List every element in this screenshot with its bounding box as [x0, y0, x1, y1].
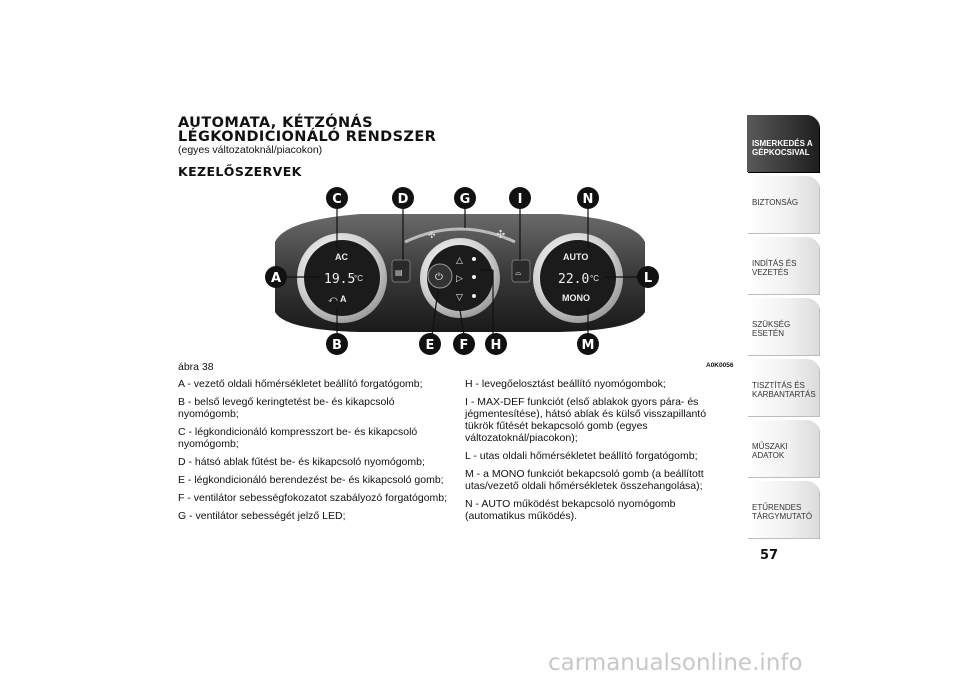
tab-targymutato[interactable] — [747, 481, 819, 538]
recirculation-icon: ⤺ — [328, 294, 338, 304]
tab-szukseg[interactable] — [747, 298, 819, 355]
right-temperature-knob[interactable] — [533, 233, 623, 323]
legend-item-m: M - a MONO funkciót bekapcsoló gomb (a beállított utas/vezető oldali hőmérsékletek összehangolása); — [465, 468, 704, 492]
legend-left — [178, 378, 450, 528]
tab-ismerkedes[interactable] — [747, 115, 819, 172]
legend-item-l: L - utas oldali hőmérsékletet beállító forgatógomb; — [465, 450, 698, 462]
tab-label: SZÜKSÉG ESETÉN — [752, 320, 791, 338]
tab-label: TISZTÍTÁS ÉS KARBANTARTÁS — [752, 381, 816, 399]
label-d: D — [397, 192, 409, 207]
mono-label: MONO — [562, 293, 590, 303]
fan-speed-knob[interactable] — [420, 238, 500, 318]
air-down-icon: ▽ — [456, 292, 463, 302]
left-temperature-knob[interactable] — [297, 233, 387, 323]
label-l: L — [643, 271, 653, 286]
legend-right — [465, 378, 737, 528]
tab-inditas[interactable] — [747, 237, 819, 294]
legend-item-i: I - MAX-DEF funkciót (első ablakok gyors pára- és jégmentesítése), hátsó ablak és külső visszapillantó tükrök fűtését bekapcsoló gomb (egyes változatoknál/piacokon); — [465, 396, 707, 444]
legend-item-d: D - hátsó ablak fűtést be- és kikapcsoló nyomógomb; — [178, 456, 425, 468]
legend-item-f: F - ventilátor sebességfokozatot szabályozó forgatógomb; — [178, 492, 448, 504]
legend-item-h: H - levegőelosztást beállító nyomógombok; — [465, 378, 666, 390]
title-line-2: LÉGKONDICIONÁLÓ RENDSZER — [178, 129, 437, 145]
label-m: M — [581, 338, 595, 353]
power-icon: ⏻ — [435, 272, 443, 283]
label-g: G — [459, 192, 471, 207]
tab-label: ETŰRENDES TÁRGYMUTATÓ — [752, 503, 813, 521]
page-number: 57 — [760, 548, 779, 563]
legend-item-n: N - AUTO működést bekapcsoló nyomógomb (automatikus működés). — [465, 498, 676, 522]
auto-label: AUTO — [563, 252, 589, 262]
air-face-icon: ▷ — [456, 273, 463, 283]
legend-item-b: B - belső levegő keringtetést be- és kikapcsoló nyomógomb; — [178, 396, 395, 420]
air-up-icon: △ — [456, 255, 463, 265]
label-n: N — [582, 192, 594, 207]
tab-tisztitas[interactable] — [747, 359, 819, 416]
climate-control-figure — [250, 180, 670, 362]
tab-label: BIZTONSÁG — [752, 198, 799, 207]
watermark: carmanualsonline.info — [548, 650, 803, 676]
label-c: C — [332, 192, 342, 207]
tab-label: INDÍTÁS ÉS VEZETÉS — [752, 259, 797, 277]
figure-code: A0K0056 — [706, 362, 734, 369]
ac-label: AC — [335, 252, 348, 262]
label-b: B — [332, 338, 342, 353]
chapter-tabs — [747, 115, 819, 542]
tab-biztonsag[interactable] — [747, 176, 819, 233]
left-temperature-display: 19.5 — [324, 272, 356, 287]
tab-muszaki[interactable] — [747, 420, 819, 477]
tab-label: MŰSZAKI ADATOK — [752, 442, 788, 460]
right-temperature-unit: °C — [590, 274, 599, 283]
label-f: F — [459, 338, 469, 353]
left-temperature-unit: °C — [354, 274, 363, 283]
rear-window-heater-icon: ▤ — [395, 268, 403, 277]
heading — [178, 116, 478, 156]
label-a: A — [270, 271, 282, 286]
fan-small-icon: ✣ — [428, 231, 436, 241]
legend-item-a: A - vezető oldali hőmérsékletet beállító forgatógomb; — [178, 378, 423, 390]
legend-item-c: C - légkondicionáló kompresszort be- és kikapcsoló nyomógomb; — [178, 426, 418, 450]
max-def-icon: ⌓ — [515, 268, 522, 277]
legend-item-e: E - légkondicionáló berendezést be- és kikapcsoló gomb; — [178, 474, 444, 486]
title-line-1: AUTOMATA, KÉTZÓNÁS — [178, 115, 373, 131]
section-title: KEZELŐSZERVEK — [178, 164, 302, 179]
rear-window-heater-button[interactable] — [392, 260, 410, 282]
right-temperature-display: 22.0 — [558, 272, 590, 287]
figure-caption: ábra 38 — [178, 361, 214, 373]
subtitle: (egyes változatoknál/piacokon) — [178, 144, 323, 156]
label-h: H — [490, 338, 502, 353]
label-e: E — [425, 338, 435, 353]
fan-large-icon: ✣ — [496, 228, 506, 241]
label-i: I — [517, 192, 523, 207]
max-def-button[interactable] — [512, 260, 530, 282]
legend-item-g: G - ventilátor sebességét jelző LED; — [178, 510, 346, 522]
tab-label: ISMERKEDÉS A GÉPKOCSIVAL — [752, 139, 813, 157]
recirculation-label: A — [340, 294, 347, 304]
